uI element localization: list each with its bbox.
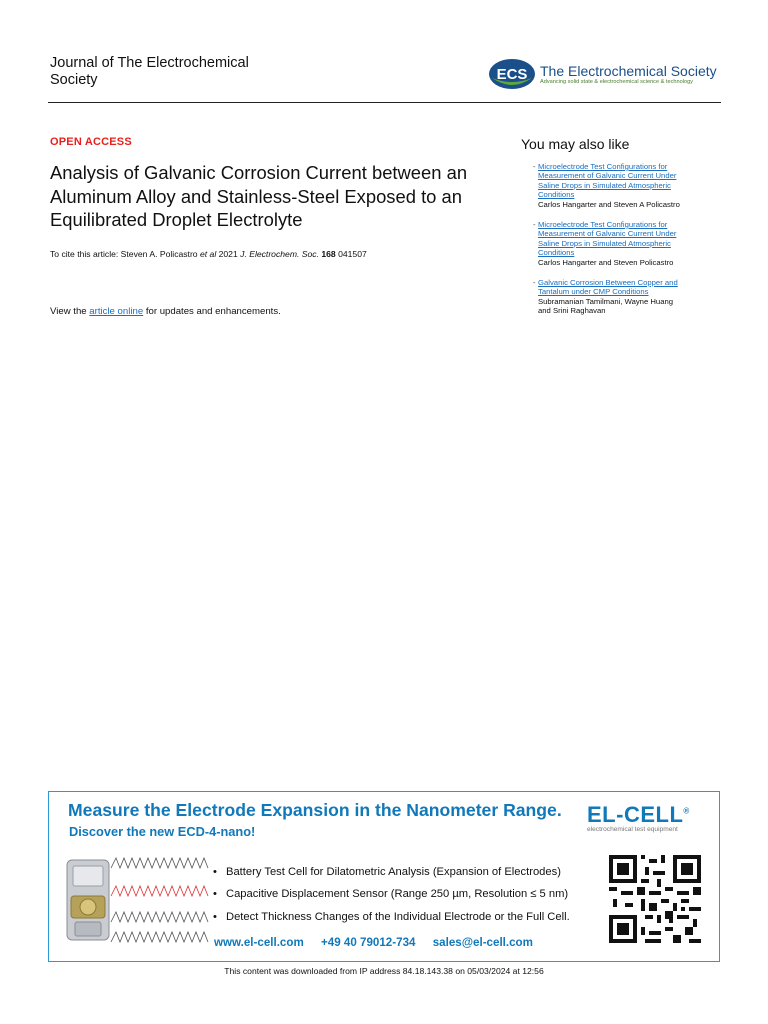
related-article-1 [533,162,718,209]
header-divider [48,102,721,103]
list-dash: - [533,220,536,229]
related-article-2-link[interactable]: Microelectrode Test Configurations for Measurement of Galvanic Current Under Saline Drops in Simulated Atmospheric Conditions [538,220,677,258]
ad-phone[interactable]: +49 40 79012-734 [321,936,416,949]
ad-email-link[interactable]: sales@el-cell.com [432,936,533,949]
list-dash: - [533,278,536,287]
el-cell-tagline: electrochemical test equipment [587,826,678,833]
waveform-traces-icon [111,858,208,942]
ecs-badge-icon [488,58,536,90]
related-article-2-authors: Carlos Hangarter and Steven Policastro [538,257,674,267]
feature-item: • Capacitive Displacement Sensor (Range 250 µm, Resolution ≤ 5 nm) [213,883,570,905]
ad-website-link[interactable]: www.el-cell.com [214,936,304,949]
open-access-badge: OPEN ACCESS [50,136,132,148]
related-article-3-authors: Subramanian Tamilmani, Wayne Huang and Srini Raghavan [538,296,674,316]
el-cell-advertisement[interactable] [48,791,720,962]
ad-subhead: Discover the new ECD-4-nano! [69,824,256,839]
ad-headline: Measure the Electrode Expansion in the Nanometer Range. [68,800,562,820]
list-dash: - [533,162,536,171]
article-title: Analysis of Galvanic Corrosion Current between an Aluminum Alloy and Stainless-Steel Exposed to an Equilibrated Droplet Electrolyte [50,162,468,230]
el-cell-brand: EL-CELL [587,802,684,827]
citation-prefix: To cite this article: Steven A. Policastro [50,249,198,259]
citation [50,249,510,259]
citation-year: 2021 [218,249,238,259]
related-article-1-authors: Carlos Hangarter and Steven A Policastro [538,199,680,209]
citation-et-al: et al [199,249,217,259]
qr-code-icon[interactable] [609,855,701,943]
article-online-link[interactable]: article online [89,306,144,317]
feature-item: • Battery Test Cell for Dilatometric Analysis (Expansion of Electrodes) [213,861,570,883]
el-cell-logo [587,802,707,833]
citation-number: 041507 [338,249,367,259]
related-article-2 [533,220,718,267]
citation-volume: 168 [321,249,336,259]
journal-name: Journal of The Electrochemical Society [50,55,249,88]
view-online-line [50,306,281,317]
related-article-1-link[interactable]: Microelectrode Test Configurations for Measurement of Galvanic Current Under Saline Drops in Simulated Atmospheric Conditions [538,162,677,200]
dilatometer-cell-image [63,852,213,947]
feature-item: • Detect Thickness Changes of the Individual Electrode or the Full Cell. [213,906,570,928]
citation-journal: J. Electrochem. Soc. [240,249,319,259]
download-footer: This content was downloaded from IP address 84.18.143.38 on 05/03/2024 at 12:56 [224,966,544,976]
ecs-badge-text: ECS [496,66,528,83]
related-article-3 [533,278,718,316]
society-name: The Electrochemical Society [540,62,717,79]
society-tagline: Advancing solid state & electrochemical science & technology [540,78,693,85]
ecs-logo[interactable] [488,57,723,91]
view-after: for updates and enhancements. [145,306,281,317]
related-article-3-link[interactable]: Galvanic Corrosion Between Copper and Tantalum under CMP Conditions [538,278,678,297]
ad-contacts [214,936,547,949]
view-before: View the [50,306,87,317]
feature-list [213,861,570,928]
el-cell-registered-mark: ® [683,806,690,816]
you-may-also-like-heading: You may also like [521,136,630,152]
